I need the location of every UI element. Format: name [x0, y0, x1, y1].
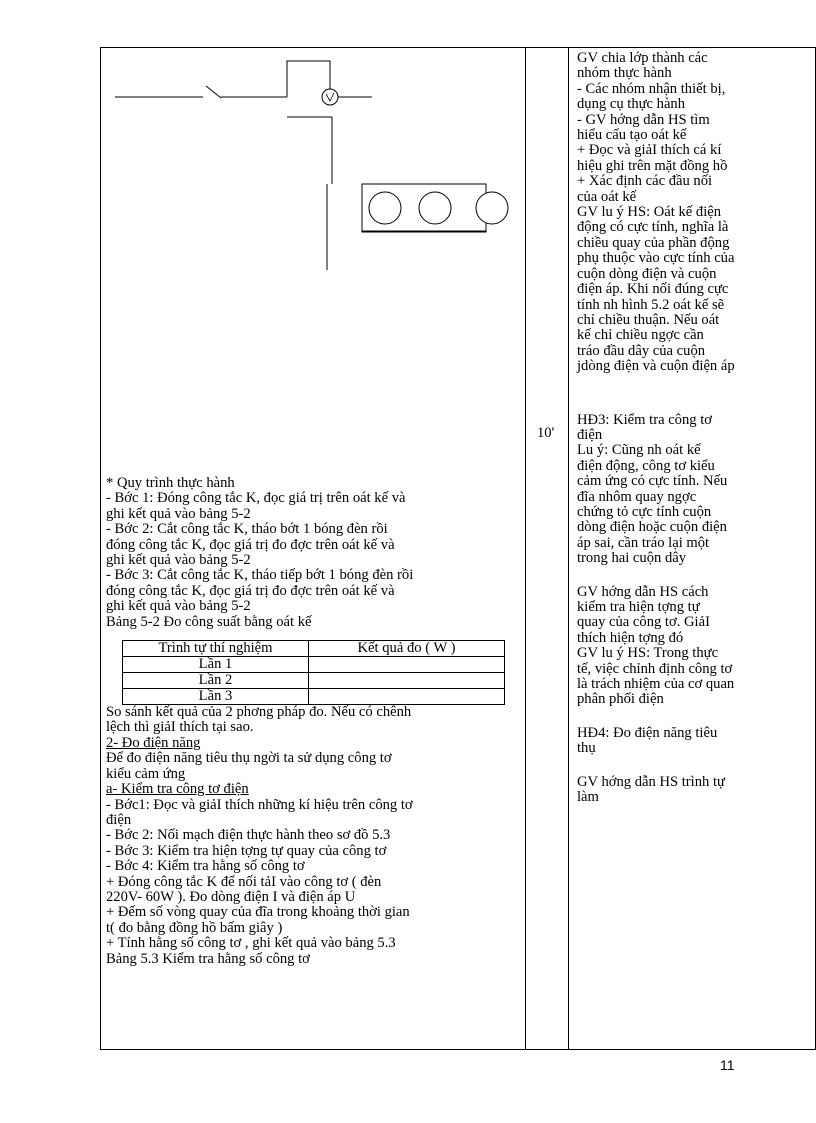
activity-block-sequence [577, 775, 785, 806]
table-cell: Lần 2 [123, 673, 309, 689]
left-column [106, 476, 524, 967]
text-line: GV lu ý HS: Trong thực [577, 645, 719, 662]
section-2-heading: 2- Đo điện năng [106, 734, 201, 751]
table-header-result: Kết quả đo ( W ) [309, 641, 505, 657]
text-line: - GV hớng dẫn HS tìm [577, 111, 710, 128]
text-line: GV chia lớp thành các [577, 50, 708, 66]
text-line: Lu ý: Cũng nh oát kế [577, 442, 701, 459]
right-column [577, 51, 785, 805]
lamp-2-icon [419, 192, 451, 224]
text-line: + Tính hằng số công tơ , ghi kết quả vào bảng 5.3 [106, 935, 396, 952]
section-2-text [106, 751, 524, 782]
text-line: điện [106, 811, 132, 828]
lamp-1-icon [369, 192, 401, 224]
text-line: dòng điện hoặc cuộn điện [577, 519, 727, 536]
table-5-2 [122, 640, 505, 705]
page-number: 11 [720, 1057, 735, 1073]
text-line: GV hớng dẫn HS cách [577, 583, 709, 600]
text-line: - Bớc 4: Kiểm tra hằng số công tơ [106, 858, 305, 875]
lamp-3-icon [476, 192, 508, 224]
table-row [123, 689, 505, 705]
text-line: phân phối điện [577, 691, 664, 708]
text-line: jdòng điện và cuộn điện áp [577, 358, 735, 375]
text-line: Bảng 5.3 Kiểm tra hằng số công tơ [106, 950, 310, 967]
text-line: - Bớc 3: Kiểm tra hiện tợng tự quay của công tơ [106, 842, 387, 859]
text-line: GV hớng dẫn HS trình tự [577, 773, 725, 790]
table-row [123, 657, 505, 673]
text-line: ghi kết quả vào bảng 5-2 [106, 505, 251, 522]
text-line: đóng công tắc K, đọc giá trị đo đợc trên oát kế và [106, 582, 395, 599]
text-line: + Đóng công tắc K để nối tảI vào công tơ ( đèn [106, 873, 382, 890]
text-line: + Xác định các đầu nối [577, 173, 713, 190]
wattmeter-icon [322, 89, 338, 105]
text-line: chiều quay của phần động [577, 234, 730, 251]
text-line: kiểm tra hiện tợng tự [577, 599, 700, 615]
text-line: điện áp. Khi nối đúng cực [577, 281, 729, 298]
text-line: t( đo bằng đồng hồ bấm giây ) [106, 919, 283, 936]
text-line: ghi kết quả vào bảng 5-2 [106, 552, 251, 569]
activity-block-hd4 [577, 726, 785, 757]
text-line: dụng cụ thực hành [577, 96, 686, 113]
activity-block-hd3 [577, 413, 785, 567]
circuit-diagram [100, 47, 526, 287]
text-line: của oát kế [577, 188, 637, 205]
text-line: lệch thì giảI thích tại sao. [106, 719, 254, 736]
text-line: So sánh kết quả của 2 phơng pháp đo. Nếu có chênh [106, 704, 412, 721]
text-line: - Bớc 2: Nối mạch điện thực hành theo sơ đồ 5.3 [106, 827, 391, 844]
table-cell: Lần 1 [123, 657, 309, 673]
column-divider-2 [568, 47, 569, 1050]
text-line: tính nh hình 5.2 oát kế sẽ [577, 296, 725, 313]
section-a-heading: a- Kiểm tra công tơ điện [106, 781, 249, 798]
text-line: chứng tỏ cực tính cuộn [577, 503, 712, 520]
text-line: tráo đầu dây của cuộn [577, 342, 706, 359]
text-line: thích hiện tợng đó [577, 629, 684, 646]
text-line: kiểu cảm ứng [106, 765, 186, 782]
text-line: phụ thuộc vào cực tính của [577, 250, 735, 267]
text-line: thụ [577, 740, 596, 757]
text-line: trong hai cuộn dây [577, 550, 687, 567]
text-line: - Bớc 2: Cắt công tắc K, tháo bớt 1 bóng đèn rồi [106, 521, 388, 538]
text-line: GV lu ý HS: Oát kế điện [577, 204, 722, 221]
text-line: đĩa nhôm quay ngợc [577, 488, 697, 505]
text-line: - Bớc1: Đọc và giảI thích những kí hiệu trên công tơ [106, 796, 413, 813]
text-line: quay của công tơ. GiảI [577, 614, 710, 631]
text-line: HĐ4: Đo điện năng tiêu [577, 724, 718, 741]
text-line: tế, việc chỉnh định công tơ [577, 660, 733, 677]
text-line: điện động, công tơ kiểu [577, 457, 715, 474]
time-cell: 10' [537, 425, 555, 441]
text-line: + Đọc và giảI thích cá kí [577, 142, 722, 159]
text-line: - Các nhóm nhận thiết bị, [577, 80, 726, 97]
activity-block-1 [577, 51, 785, 375]
table-header-order: Trình tự thí nghiệm [123, 641, 309, 657]
table-cell [309, 673, 505, 689]
text-line: HĐ3: Kiểm tra công tơ [577, 411, 712, 428]
section-a-text [106, 798, 524, 967]
table-cell: Lần 3 [123, 689, 309, 705]
table-cell [309, 689, 505, 705]
text-line: cuộn dòng điện và cuộn [577, 265, 717, 282]
activity-block-check [577, 585, 785, 708]
text-line: hiệu ghi trên mặt đồng hồ [577, 157, 728, 174]
text-line: - Bớc 3: Cắt công tắc K, tháo tiếp bớt 1 bóng đèn rồi [106, 567, 414, 584]
text-line: điện [577, 426, 603, 443]
text-line: Bảng 5-2 Đo công suất bằng oát kế [106, 613, 312, 630]
text-line: là trách nhiệm của cơ quan [577, 676, 735, 693]
text-line: 220V- 60W ). Đo dòng điện I và điện áp U [106, 888, 356, 905]
switch-k-icon [206, 86, 221, 98]
text-line: * Quy trình thực hành [106, 475, 235, 491]
table-cell [309, 657, 505, 673]
text-line: hiểu cấu tạo oát kế [577, 127, 687, 144]
text-line: ghi kết quả vào bảng 5-2 [106, 598, 251, 615]
text-line: làm [577, 789, 599, 806]
text-line: chỉ chiều thuận. Nếu oát [577, 311, 720, 328]
text-line: đóng công tắc K, đọc giá trị đo đợc trên oát kế và [106, 536, 395, 553]
text-line: Để đo điện năng tiêu thụ ngời ta sử dụng công tơ [106, 750, 392, 767]
text-line: + Đếm số vòng quay của đĩa trong khoảng thời gian [106, 904, 410, 921]
comparison-text [106, 705, 524, 736]
table-row [123, 673, 505, 689]
text-line: động có cực tính, nghĩa là [577, 219, 729, 236]
text-line: - Bớc 1: Đóng công tắc K, đọc giá trị trên oát kế và [106, 490, 406, 507]
text-line: nhóm thực hành [577, 65, 672, 82]
text-line: kế chỉ chiều ngợc cần [577, 327, 704, 344]
text-line: cảm ứng có cực tính. Nếu [577, 473, 728, 490]
procedure-text [106, 476, 524, 630]
text-line: áp sai, cần tráo lại một [577, 534, 710, 551]
